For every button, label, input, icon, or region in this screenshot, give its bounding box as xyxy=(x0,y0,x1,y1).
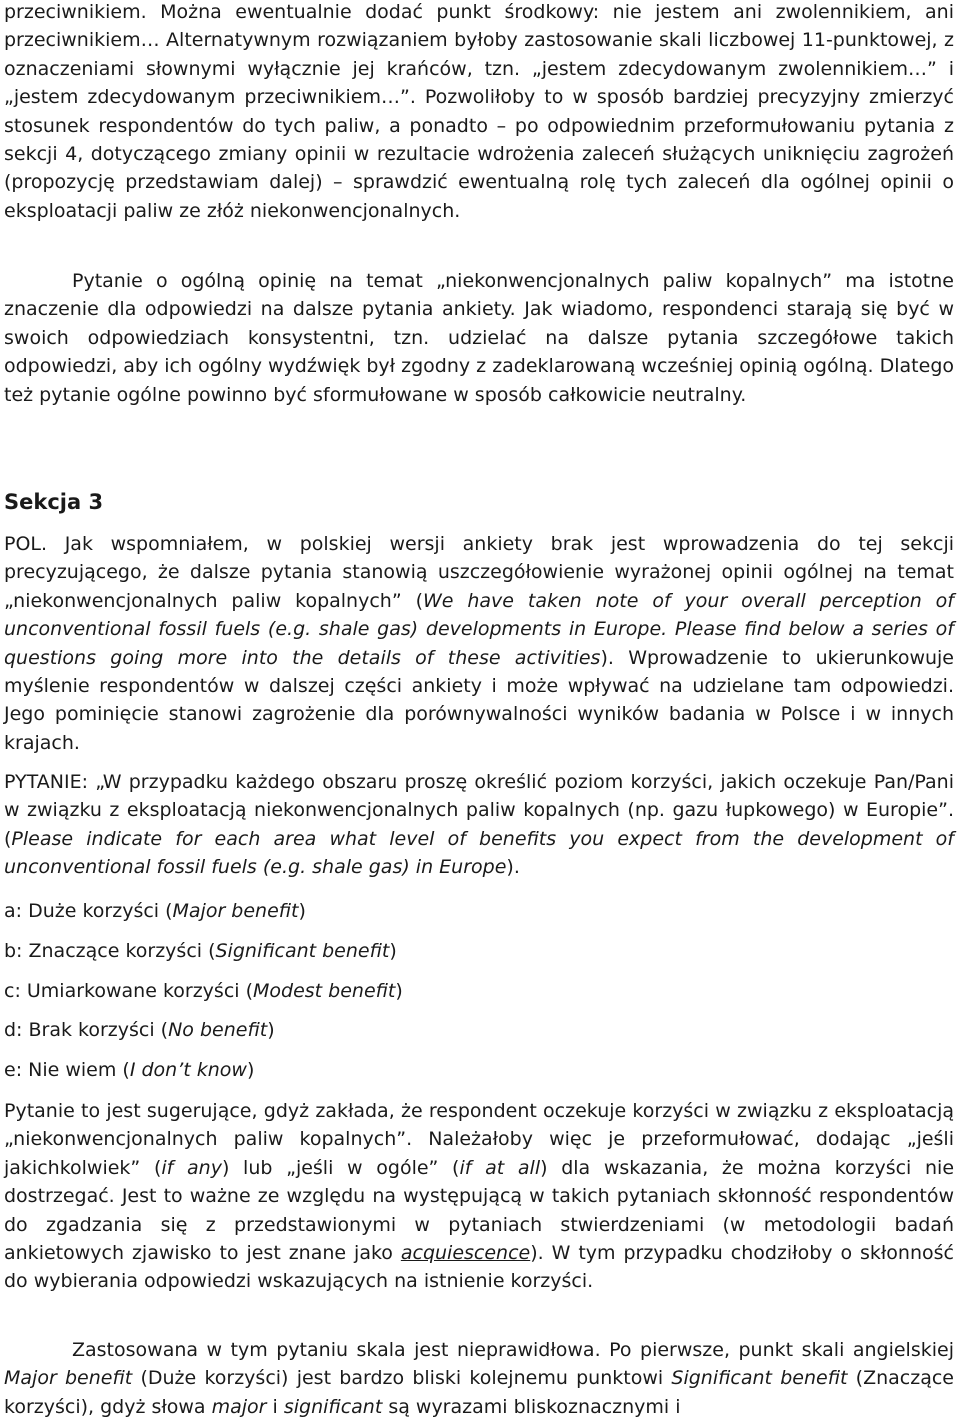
option-b-en: Significant benefit xyxy=(215,940,390,962)
p3-text-a: POL. Jak wspomniałem, w polskiej wersji ankiety brak jest wprowadzenia do tej sekcji precyzującego, że dalsze pytania stanowią uszczegółowienie wyrażonej opinii ogólnej na temat „niekonwencjonalnych paliw kopalnych” ( xyxy=(4,533,954,612)
acquiescence-term: acquiescence xyxy=(400,1242,531,1265)
p6-italic-1: Major benefit xyxy=(4,1367,133,1390)
option-c-pl: c: Umiarkowane korzyści ( xyxy=(4,980,253,1002)
p3-text-b: ). Wprowadzenie to ukierunkowuje myślenie respondentów w dalszej części ankiety i może wpływać na udzielane tam odpowiedzi. Jego pominięcie stanowi zagrożenie dla porównywalności wyników badania w Polsce i w innych krajach. xyxy=(4,646,954,754)
p6-text-d: i xyxy=(266,1395,284,1418)
p5-text-b: ) lub „jeśli w ogóle” ( xyxy=(221,1156,460,1179)
option-a xyxy=(4,897,306,925)
p5-italic-1: if any xyxy=(161,1156,222,1179)
option-b xyxy=(4,937,397,965)
p6-text-a: Zastosowana w tym pytaniu skala jest nieprawidłowa. Po pierwsze, punkt skali angielskiej xyxy=(72,1339,954,1361)
option-e-en: I don’t know xyxy=(129,1059,247,1081)
option-c-end: ) xyxy=(395,980,403,1002)
question-paragraph xyxy=(4,768,954,882)
p4-english-quote: Please indicate for each area what level of benefits you expect from the development of unconventional fossil fuels (e.g. shale gas) in Europe xyxy=(4,827,954,879)
p5-text-a: Pytanie to jest sugerujące, gdyż zakłada, że respondent oczekuje korzyści w związku z eksploatacją „niekonwencjonalnych paliw kopalnych”. Należałoby więc je przeformułować, dodając „jeśli jakichkolwiek” ( xyxy=(4,1100,954,1179)
p6-italic-4: significant xyxy=(283,1395,383,1418)
p6-italic-3: major xyxy=(211,1395,267,1418)
option-d-pl: d: Brak korzyści ( xyxy=(4,1019,169,1041)
option-b-pl: b: Znaczące korzyści ( xyxy=(4,940,216,962)
paragraph-3 xyxy=(4,530,954,757)
p5-text-c: ) dla wskazania, że można korzyści nie dostrzegać. Jest to ważne ze względu na występującą w takich pytaniach skłonność respondentów do zgadzania się z przedstawionymi w pytaniach stwierdzeniami (w metodologii badań ankietowych zjawisko to jest znane jako xyxy=(4,1156,955,1265)
paragraph-1: przeciwnikiem. Można ewentualnie dodać punkt środkowy: nie jestem ani zwolennikiem, ani przeciwnikiem… Alternatywnym rozwiązaniem byłoby zastosowanie skali liczbowej 11-punktowej, z oznaczeniami słownymi wyłącznie jej krańców, tzn. „jestem zdecydowanym zwolennikiem…” i „jestem zdecydowanym przeciwnikiem…”. Pozwoliłoby to w sposób bardziej precyzyjny zmierzyć stosunek respondentów do tych paliw, a ponadto – po odpowiednim przeformułowaniu pytania z sekcji 4, dotyczącego zmiany opinii w rezultacie wdrożenia zaleceń służących uniknięciu zagrożeń (propozycję przedstawiam dalej) – sprawdzić ewentualną rolę tych zaleceń dla ogólnej opinii o eksploatacji paliw ze złóż niekonwencjonalnych. xyxy=(4,1,954,222)
p5-text-d: ). W tym przypadku chodziłoby o skłonność do wybierania odpowiedzi wskazujących na istnienie korzyści. xyxy=(4,1242,954,1293)
p6-text-c: (Znaczące korzyści), gdyż słowa xyxy=(4,1367,954,1418)
option-a-en: Major benefit xyxy=(172,900,299,922)
p3-english-quote: We have taken note of your overall perception of unconventional fossil fuels (e.g. shale gas) developments in Europe. Please find below a series of questions going more into the details of these activities xyxy=(4,589,954,669)
paragraph-2-text: Pytanie o ogólną opinię na temat „niekonwencjonalnych paliw kopalnych” ma istotne znaczenie dla odpowiedzi na dalsze pytania ankiety. Jak wiadomo, respondenci starają się być w swoich odpowiedziach konsystentni, tzn. udzielać na dalsze pytania szczegółowe takich odpowiedzi, aby ich ogólny wydźwięk był zgodny z zadeklarowaną wcześniej opinią ogólną. Dlatego też pytanie ogólne powinno być sformułowane w sposób całkowicie neutralny. xyxy=(4,270,954,406)
section-heading: Sekcja 3 xyxy=(4,490,104,514)
p5-italic-2: if at all xyxy=(459,1156,541,1179)
option-d xyxy=(4,1016,275,1044)
p4-text-b: ). xyxy=(506,856,520,879)
option-d-end: ) xyxy=(267,1019,275,1041)
option-e xyxy=(4,1056,254,1084)
option-e-pl: e: Nie wiem ( xyxy=(4,1059,130,1081)
paragraph-2 xyxy=(4,267,954,409)
option-b-end: ) xyxy=(389,940,397,962)
p5-italic-3 xyxy=(401,1242,530,1264)
p6-text-e: są wyrazami bliskoznacznymi i xyxy=(382,1395,681,1418)
paragraph-6 xyxy=(4,1336,954,1421)
option-a-pl: a: Duże korzyści ( xyxy=(4,900,173,922)
option-c xyxy=(4,977,403,1005)
p4-text-a: PYTANIE: „W przypadku każdego obszaru proszę określić poziom korzyści, jakich oczekuje Pan/Pani w związku z eksploatacją niekonwencjonalnych paliw kopalnych (np. gazu łupkowego) w Europie”. ( xyxy=(4,771,954,850)
option-e-end: ) xyxy=(246,1059,255,1081)
p6-italic-2: Significant benefit xyxy=(671,1367,848,1390)
option-c-en: Modest benefit xyxy=(253,980,396,1002)
p6-text-b: (Duże korzyści) jest bardzo bliski kolejnemu punktowi xyxy=(132,1367,672,1390)
option-a-end: ) xyxy=(298,900,306,922)
paragraph-5 xyxy=(4,1097,954,1296)
option-d-en: No benefit xyxy=(168,1019,268,1041)
